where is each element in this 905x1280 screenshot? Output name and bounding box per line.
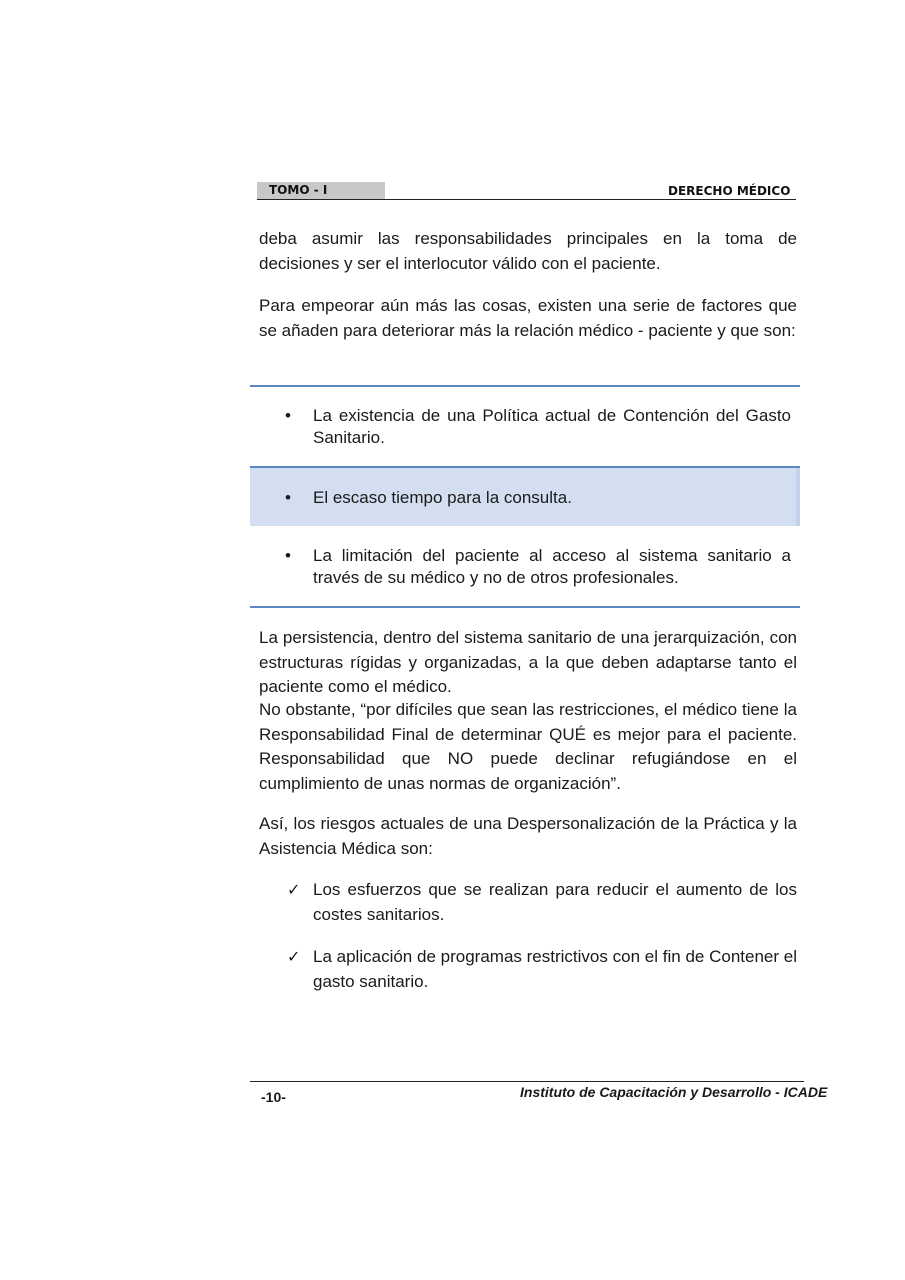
paragraph-2: Para empeorar aún más las cosas, existen una serie de factores que se añaden para deteriorar más la relación médico - paciente y que son:	[259, 296, 797, 340]
risk-item-1: Los esfuerzos que se realizan para reducir el aumento de los costes sanitarios.	[313, 880, 797, 924]
table-row-edge	[796, 468, 800, 526]
factor-item-3: La limitación del paciente al acceso al sistema sanitario a través de su médico y no de otros profesionales.	[313, 546, 791, 587]
header-divider	[257, 199, 796, 200]
footer-divider	[250, 1081, 804, 1082]
paragraph-3b: No obstante, “por difíciles que sean las restricciones, el médico tiene la Responsabilidad Final de determinar QUÉ es mejor para el paciente. Responsabilidad que NO puede declinar refugiándose en el cumplimiento de unas normas de organización”.	[259, 700, 797, 793]
table-top-rule	[250, 385, 800, 387]
paragraph-4: Así, los riesgos actuales de una Despersonalización de la Práctica y la Asistencia Médica son:	[259, 814, 797, 858]
factor-item-1: La existencia de una Política actual de Contención del Gasto Sanitario.	[313, 406, 791, 447]
table-row-rule	[250, 466, 800, 468]
list-bullet: •	[285, 406, 291, 425]
table-bottom-rule	[250, 606, 800, 608]
check-icon: ✓	[287, 880, 301, 899]
risk-item-2: La aplicación de programas restrictivos con el fin de Contener el gasto sanitario.	[313, 947, 797, 991]
list-bullet: •	[285, 546, 291, 565]
header-subject: DERECHO MÉDICO	[668, 184, 791, 198]
page-number: -10-	[261, 1089, 286, 1105]
footer-institution: Instituto de Capacitación y Desarrollo - ICADE	[520, 1084, 828, 1100]
factor-item-2: El escaso tiempo para la consulta.	[313, 488, 572, 507]
check-icon: ✓	[287, 947, 301, 966]
list-bullet: •	[285, 488, 291, 507]
paragraph-3a: La persistencia, dentro del sistema sanitario de una jerarquización, con estructuras rígidas y organizadas, a la que deben adaptarse tanto el paciente como el médico.	[259, 628, 797, 696]
paragraph-1: deba asumir las responsabilidades principales en la toma de decisiones y ser el interlocutor válido con el paciente.	[259, 229, 797, 273]
header-volume: TOMO - I	[257, 182, 385, 199]
